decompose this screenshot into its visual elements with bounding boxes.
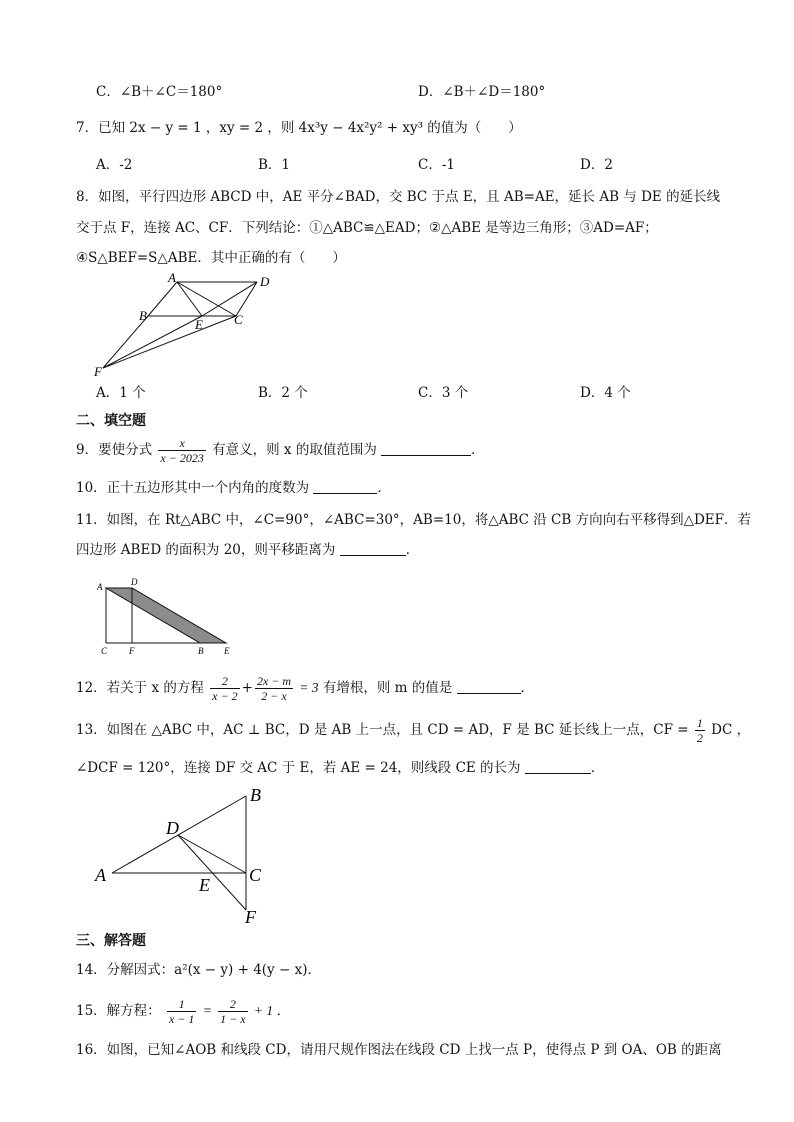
q11-figure <box>94 576 244 656</box>
q16: 16．如图，已知∠AOB 和线段 CD，请用尺规作图法在线段 CD 上找一点 P，使得点 P 到 OA、OB 的距离 <box>76 1042 722 1058</box>
q9-frac-den: x − 2023 <box>160 451 204 465</box>
q13-line1-pre: 13．如图在 △ABC 中，AC ⊥ BC，D 是 AB 上一点，且 CD = AD，F 是 BC 延长线上一点，CF = <box>76 722 689 738</box>
q15-f2-den: 1 − x <box>220 1012 246 1026</box>
q11-label-f: F <box>129 646 135 656</box>
q8-line3: ④S△BEF=S△ABE．其中正确的有（ ） <box>76 250 346 266</box>
q13-answer-blank[interactable] <box>525 773 591 774</box>
q14: 14．分解因式：a²(x − y) + 4(y − x)． <box>76 962 321 978</box>
q7-option-a: A．-2 <box>96 157 133 173</box>
q11-line2-wrap: 四边形 ABED 的面积为 20，则平移距离为 ． <box>76 542 420 558</box>
q12-answer-blank[interactable] <box>457 693 521 694</box>
q15-eq: = <box>202 1003 212 1018</box>
q8-option-a: A．1 个 <box>96 385 146 401</box>
q13-line2-wrap: ∠DCF = 120°，连接 DF 交 AC 于 E，若 AE = 24，则线段 CE 的长为 ． <box>76 760 605 776</box>
q9-post: 有意义，则 x 的取值范围为 <box>212 442 377 458</box>
q6-option-c: C．∠B＋∠C＝180° <box>96 84 223 100</box>
q11-answer-blank[interactable] <box>340 555 406 556</box>
q7-option-b: B．1 <box>258 157 291 173</box>
q8-option-b: B．2 个 <box>258 385 308 401</box>
q12-f1-den: x − 2 <box>212 689 238 703</box>
q13-line2: ∠DCF = 120°，连接 DF 交 AC 于 E，若 AE = 24，则线段 CE 的长为 <box>76 760 521 776</box>
q7-option-c: C．-1 <box>418 157 455 173</box>
q6-option-d: D．∠B＋∠D＝180° <box>418 84 546 100</box>
q8-option-d: D．4 个 <box>580 385 631 401</box>
q10-text: 10．正十五边形其中一个内角的度数为 <box>76 480 310 496</box>
q12: 12．若关于 x 的方程 $\frac{2}{x - 2}$ + $\frac{2x - m}{2 - x}$ = 3 有增根，则 m 的值是 ． <box>76 674 535 703</box>
q8-label-c: C <box>234 312 243 327</box>
section-2-heading: 二、填空题 <box>76 413 146 429</box>
q11-line1: 11．如图，在 Rt△ABC 中，∠C=90°，∠ABC=30°，AB=10，将△ABC 沿 CB 方向向右平移得到△DEF．若 <box>76 512 752 528</box>
q15 <box>76 993 290 1029</box>
q13-label-c: C <box>249 865 262 885</box>
q13-label-f: F <box>245 907 256 927</box>
q13-line1-wrap <box>76 712 750 748</box>
q11-label-c: C <box>101 646 108 656</box>
q8-figure <box>90 270 290 380</box>
q15-fraction-1 <box>167 997 196 1026</box>
q12-fraction-2 <box>255 674 293 703</box>
q12-f2-num: 2x − m <box>256 674 292 688</box>
q13-frac-den: 2 <box>696 731 703 745</box>
q12-f2-den: 2 − x <box>261 689 287 703</box>
q11-label-e: E <box>224 646 230 656</box>
q8-label-d: D <box>260 274 270 289</box>
q15-f1-num: 1 <box>167 997 196 1012</box>
q15-f2-num: 2 <box>218 997 247 1012</box>
q15-post: + 1 ． <box>253 1003 290 1018</box>
q13-label-d: D <box>166 818 179 838</box>
q7-stem: 7．已知 2x − y = 1 ，xy = 2 ，则 4x³y − 4x²y² + xy³ 的值为（ ） <box>76 120 522 136</box>
q8-label-f: F <box>94 364 102 379</box>
q8-label-a: A <box>168 270 176 285</box>
q13-figure <box>92 782 272 927</box>
q11-label-b: B <box>198 646 204 656</box>
q8-label-b: B <box>139 308 147 323</box>
q11-label-d: D <box>131 577 138 587</box>
q8-label-e: E <box>195 317 203 332</box>
q7-option-d: D．2 <box>580 157 613 173</box>
q13-label-b: B <box>250 785 261 805</box>
q9: 9．要使分式 $\frac{x}{x - 2023}$ 有意义，则 x 的取值范围为 ． <box>76 436 485 465</box>
q15-pre: 15．解方程： <box>76 1003 161 1019</box>
q12-fraction-1 <box>210 674 239 703</box>
q12-f1-num: 2 <box>210 674 239 689</box>
q11-line2: 四边形 ABED 的面积为 20，则平移距离为 <box>76 542 336 558</box>
q8-line1: 8．如图，平行四边形 ABCD 中，AE 平分∠BAD，交 BC 于点 E，且 AB=AE，延长 AB 与 DE 的延长线 <box>76 189 721 205</box>
q13-fraction <box>695 716 705 745</box>
q13-line1-post: DC ， <box>711 722 751 738</box>
q8-line2: 交于点 F，连接 AC、CF．下列结论：①△ABC≌△EAD；②△ABE 是等边三角形；③AD=AF； <box>76 220 658 236</box>
q8-option-c: C．3 个 <box>418 385 469 401</box>
q12-post: 有增根，则 m 的值是 <box>322 680 453 696</box>
q9-answer-blank[interactable] <box>381 455 471 456</box>
q9-fraction <box>158 436 205 465</box>
q9-pre: 9．要使分式 <box>76 442 153 458</box>
q13-frac-num: 1 <box>696 716 703 730</box>
q12-eq: = 3 <box>299 680 319 695</box>
q13-label-a: A <box>95 865 106 885</box>
q10-answer-blank[interactable] <box>313 493 377 494</box>
q15-fraction-2 <box>218 997 247 1026</box>
q15-f1-den: x − 1 <box>168 1012 195 1026</box>
q13-label-e: E <box>199 875 210 895</box>
q12-pre: 12．若关于 x 的方程 <box>76 680 204 696</box>
section-3-heading: 三、解答题 <box>76 933 146 949</box>
q11-label-a: A <box>97 582 103 592</box>
q9-frac-num: x <box>158 436 205 451</box>
q10: 10．正十五边形其中一个内角的度数为 ． <box>76 480 391 496</box>
